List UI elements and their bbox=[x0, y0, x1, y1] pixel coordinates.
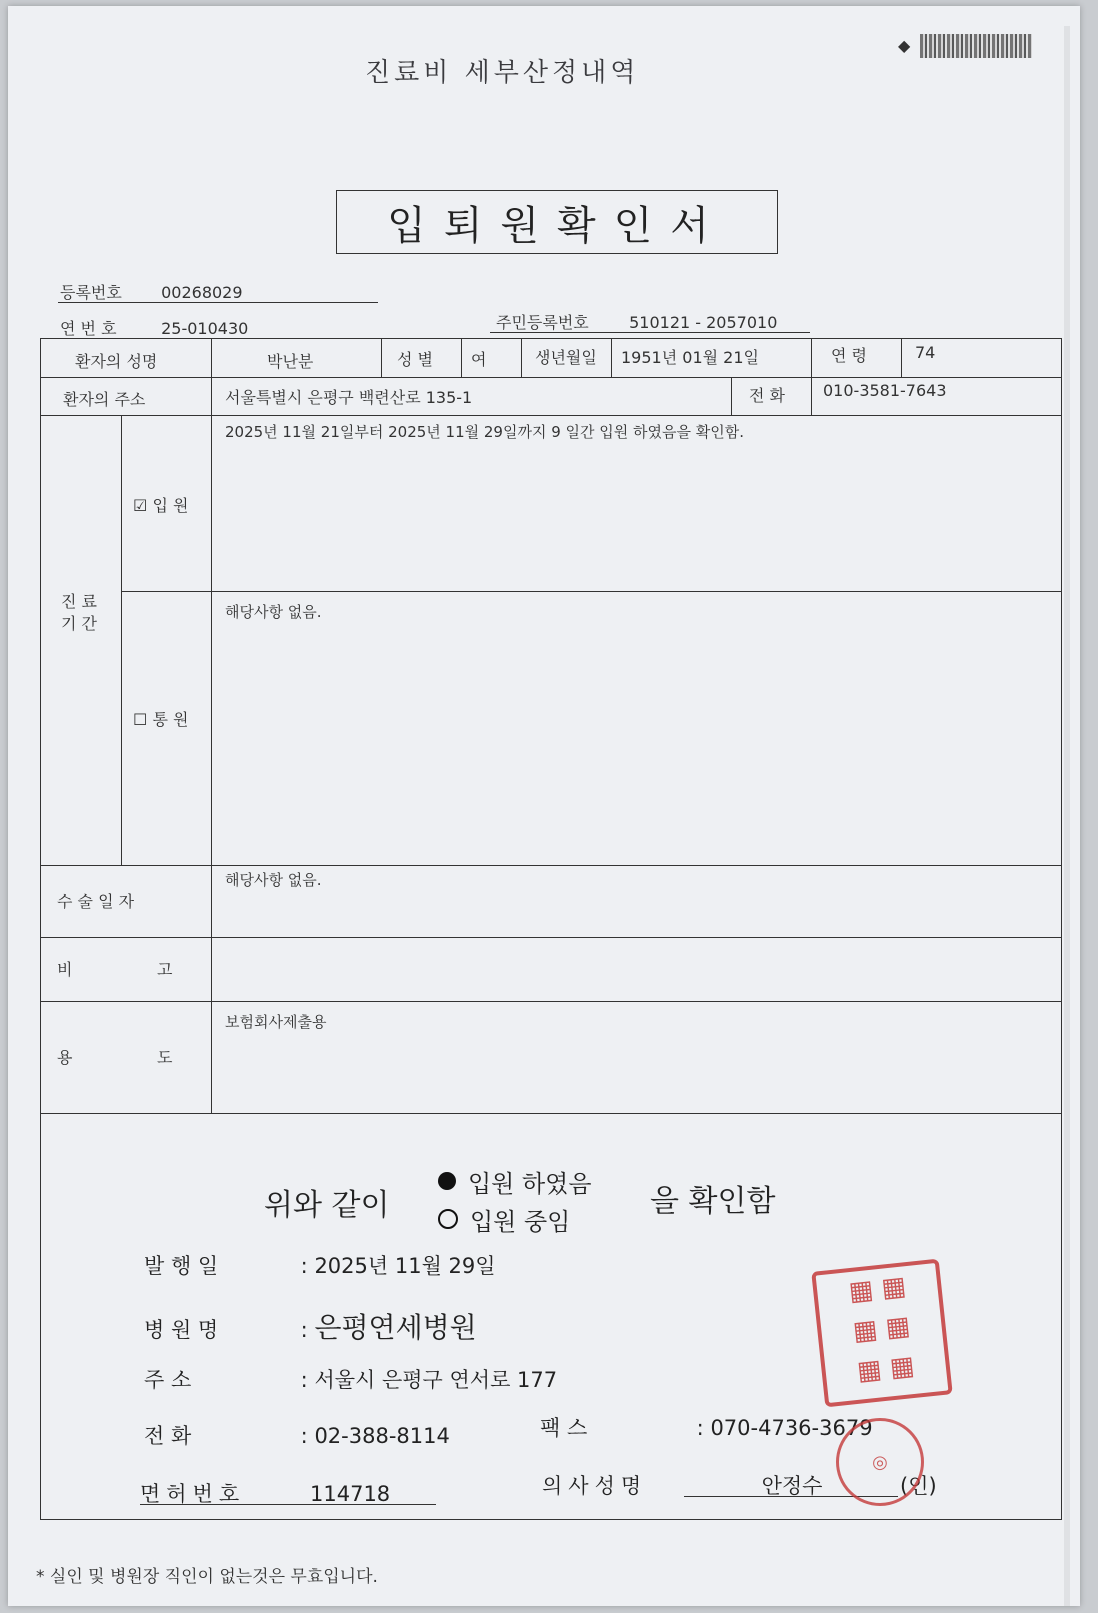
inpatient-label: 입 원 bbox=[152, 496, 189, 515]
usage-text: 보험회사제출용 bbox=[225, 1013, 327, 1031]
issue-date-label: 발 행 일 bbox=[144, 1254, 219, 1278]
period-label-1: 진 료 bbox=[61, 592, 97, 611]
hospital-phone-row: 전 화 : 02-388-8114 bbox=[144, 1420, 450, 1450]
paper-edge bbox=[1064, 26, 1070, 1606]
serial-row bbox=[60, 316, 248, 339]
hospital-row: 병 원 명 : 은평연세병원 bbox=[144, 1311, 477, 1344]
hospital-seal-stamp: ▦ ▦ ▦ ▦ ▦ ▦ bbox=[811, 1259, 953, 1408]
remark-label-a: 비 bbox=[57, 960, 73, 979]
row-line bbox=[41, 1113, 1061, 1114]
row-line bbox=[41, 865, 1061, 866]
hospital-phone-value: 02-388-8114 bbox=[314, 1424, 450, 1448]
address-value: 서울특별시 은평구 백련산로 135-1 bbox=[225, 388, 473, 407]
inpatient-checkbox[interactable]: ☑ bbox=[133, 496, 148, 515]
col-line bbox=[121, 415, 122, 865]
barcode-image bbox=[920, 34, 1032, 58]
col-line bbox=[731, 377, 732, 415]
radio-in-hospital[interactable] bbox=[438, 1209, 458, 1229]
patient-name-label: 환자의 성명 bbox=[75, 352, 158, 371]
option-admitted-label: 입원 하였음 bbox=[468, 1170, 592, 1198]
hospital-phone-label: 전 화 bbox=[144, 1424, 192, 1448]
col-line bbox=[381, 339, 382, 377]
seal-mark: (인) bbox=[900, 1474, 937, 1498]
row-line bbox=[41, 1001, 1061, 1002]
fax-value: 070-4736-3679 bbox=[710, 1416, 873, 1440]
radio-admitted-selected[interactable] bbox=[438, 1172, 456, 1190]
option-in-hospital bbox=[438, 1202, 570, 1237]
confirm-lead: 위와 같이 bbox=[264, 1188, 390, 1223]
reg-no-underline bbox=[58, 302, 378, 303]
col-line bbox=[521, 339, 522, 377]
patient-name-value: 박난분 bbox=[267, 352, 314, 371]
license-underline bbox=[140, 1504, 436, 1505]
license-value: 114718 bbox=[310, 1482, 391, 1506]
dob-value: 1951년 01월 21일 bbox=[621, 348, 759, 367]
sex-label: 성 별 bbox=[397, 350, 433, 369]
col-line bbox=[901, 339, 902, 377]
age-label: 연 령 bbox=[831, 346, 867, 365]
option-in-hospital-label: 입원 중임 bbox=[470, 1208, 571, 1236]
age-value: 74 bbox=[915, 343, 936, 362]
issue-date-row: 발 행 일 : 2025년 11월 29일 bbox=[144, 1250, 496, 1280]
doctor-label: 의사성명 bbox=[542, 1474, 648, 1498]
serial-label: 연 번 호 bbox=[60, 319, 117, 338]
fax-row: 팩 스 : 070-4736-3679 bbox=[540, 1412, 873, 1442]
row-line bbox=[41, 377, 1061, 378]
row-line bbox=[41, 937, 1061, 938]
col-line bbox=[611, 339, 612, 377]
reg-no-row bbox=[60, 280, 243, 303]
hospital-address-row: 주 소 : 서울시 은평구 연서로 177 bbox=[144, 1364, 557, 1394]
resident-underline bbox=[490, 332, 810, 333]
resident-row bbox=[496, 310, 777, 333]
serial-value: 25-010430 bbox=[161, 319, 249, 338]
reg-no-label: 등록번호 bbox=[60, 283, 122, 302]
document-title: 입퇴원확인서 bbox=[387, 202, 727, 249]
phone-label: 전 화 bbox=[749, 386, 785, 405]
hospital-address-label: 주 소 bbox=[144, 1368, 192, 1392]
inpatient-option bbox=[133, 493, 188, 516]
phone-value: 010-3581-7643 bbox=[823, 381, 947, 400]
outpatient-label: 통 원 bbox=[152, 710, 189, 729]
document-title-box bbox=[336, 190, 778, 254]
outpatient-checkbox[interactable]: ☐ bbox=[133, 710, 148, 729]
doctor-seal-stamp: ◎ bbox=[836, 1418, 924, 1506]
row-line bbox=[41, 415, 1061, 416]
license-label: 면허번호 bbox=[140, 1482, 246, 1506]
inpatient-text: 2025년 11월 21일부터 2025년 11월 29일까지 9 일간 입원 하였음을 확인함. bbox=[225, 423, 744, 441]
surgery-label: 수 술 일 자 bbox=[57, 892, 135, 911]
outpatient-option bbox=[133, 707, 188, 730]
resident-label: 주민등록번호 bbox=[496, 313, 589, 332]
address-label: 환자의 주소 bbox=[63, 390, 146, 409]
sex-value: 여 bbox=[471, 350, 487, 369]
row-line bbox=[121, 591, 1061, 592]
hospital-label: 병 원 명 bbox=[144, 1318, 219, 1342]
doctor-name: 안정수 bbox=[761, 1474, 823, 1498]
reg-no-value: 00268029 bbox=[161, 283, 243, 302]
fax-label: 팩 스 bbox=[540, 1416, 588, 1440]
footnote: * 실인 및 병원장 직인이 없는것은 무효입니다. bbox=[36, 1567, 378, 1587]
usage-label-a: 용 bbox=[57, 1048, 73, 1067]
signal-icon: ◆ bbox=[898, 36, 911, 55]
remark-label-b: 고 bbox=[157, 960, 173, 979]
hospital-address-value: 서울시 은평구 연서로 177 bbox=[314, 1368, 558, 1392]
col-line bbox=[461, 339, 462, 377]
resident-value: 510121 - 2057010 bbox=[629, 313, 778, 332]
hospital-name: 은평연세병원 bbox=[314, 1311, 477, 1344]
col-line bbox=[211, 339, 212, 1113]
usage-label-b: 도 bbox=[157, 1048, 173, 1067]
col-line bbox=[811, 377, 812, 415]
previous-page-title bbox=[365, 52, 639, 68]
option-admitted bbox=[438, 1164, 592, 1199]
dob-label: 생년월일 bbox=[535, 348, 597, 367]
issue-date-value: 2025년 11월 29일 bbox=[314, 1254, 496, 1278]
period-label-2: 기 간 bbox=[61, 614, 97, 633]
confirm-tail: 을 확인함 bbox=[650, 1184, 776, 1219]
col-line bbox=[811, 339, 812, 377]
outpatient-text: 해당사항 없음. bbox=[225, 603, 322, 621]
surgery-text: 해당사항 없음. bbox=[225, 871, 322, 889]
